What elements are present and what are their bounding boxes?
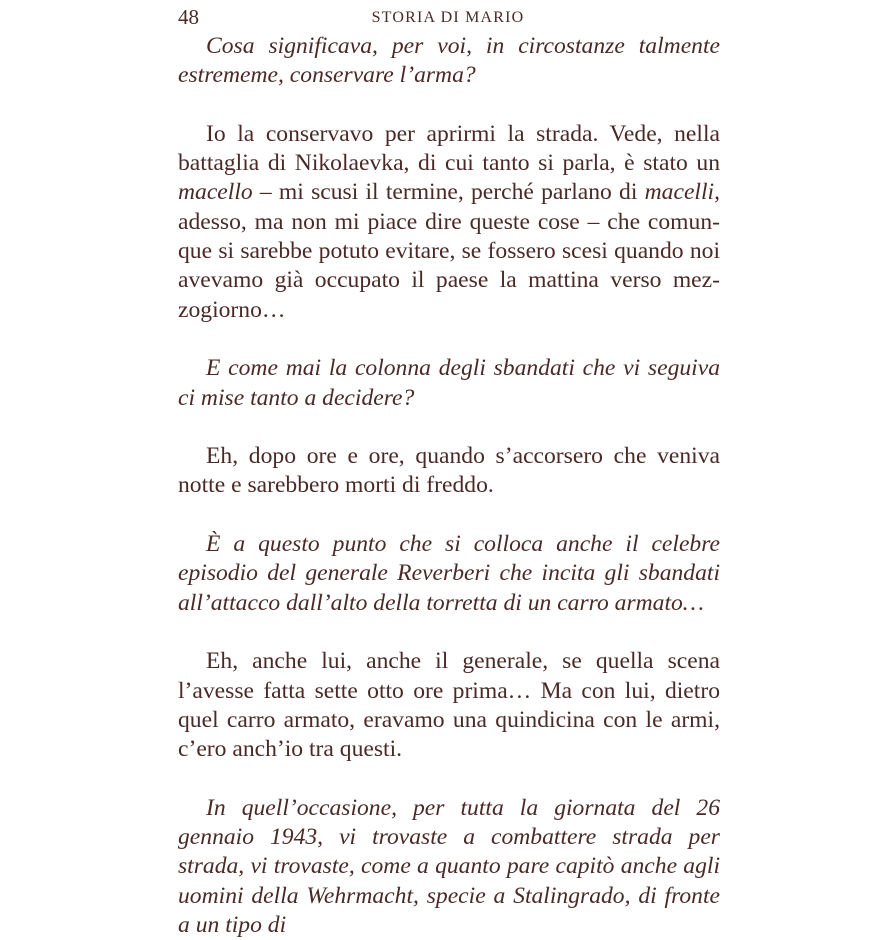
page-body (178, 32, 720, 940)
page-header (178, 4, 718, 30)
paragraph-gap (178, 764, 720, 793)
question-paragraph: In quell’occasione, per tutta la giornata del 26 gennaio 1943, vi trovaste a combattere strada per strada, vi trovaste, come a quanto pare capitò anche agli uomini della Wehrmacht, specie a Stalingrado, di fronte a un tipo di (178, 794, 720, 938)
paragraph-gap (178, 325, 720, 354)
answer-paragraph: Eh, dopo ore e ore, quando s’accorsero che veniva notte e sarebbero morti di freddo. (178, 443, 720, 499)
answer-paragraph (178, 120, 720, 325)
answer-paragraph: Eh, anche lui, anche il generale, se quella scena l’avesse fatta sette otto ore prima… Ma con lui, dietro quel carro armato, eravamo una quindicina con le armi, c’ero anch’io tra questi. (178, 648, 720, 763)
answer-text: , adesso, ma non mi piace dire queste cose – che comunque si sarebbe potuto evitare, se fossero scesi quando noi avevamo già occupato il paese la mattina verso mezzogiorno… (178, 179, 720, 323)
question-paragraph: È a questo punto che si colloca anche il celebre episodio del generale Reverberi che incita gli sbandati all’attacco dall’alto della torretta di un carro armato… (178, 531, 720, 616)
emphasis-text: macelli (644, 179, 715, 206)
paragraph-gap (178, 501, 720, 530)
paragraph-gap (178, 91, 720, 120)
emphasis-text: macello (178, 179, 253, 206)
answer-text: Io la conservavo per aprirmi la strada. Vede, nella battaglia di Nikolaevka, di cui tanto si parla, è stato un (178, 120, 720, 177)
question-paragraph: E come mai la colonna degli sbandati che vi seguiva ci mise tanto a decidere? (178, 355, 720, 411)
running-title: STORIA DI MARIO (371, 9, 525, 26)
question-paragraph: Cosa significava, per voi, in circostanze talmente estrememe, conservare l’arma? (178, 33, 720, 89)
paragraph-gap (178, 413, 720, 442)
answer-text: – mi scusi il termine, perché parlano di (252, 179, 645, 206)
paragraph-gap (178, 618, 720, 647)
page-number: 48 (178, 5, 199, 29)
